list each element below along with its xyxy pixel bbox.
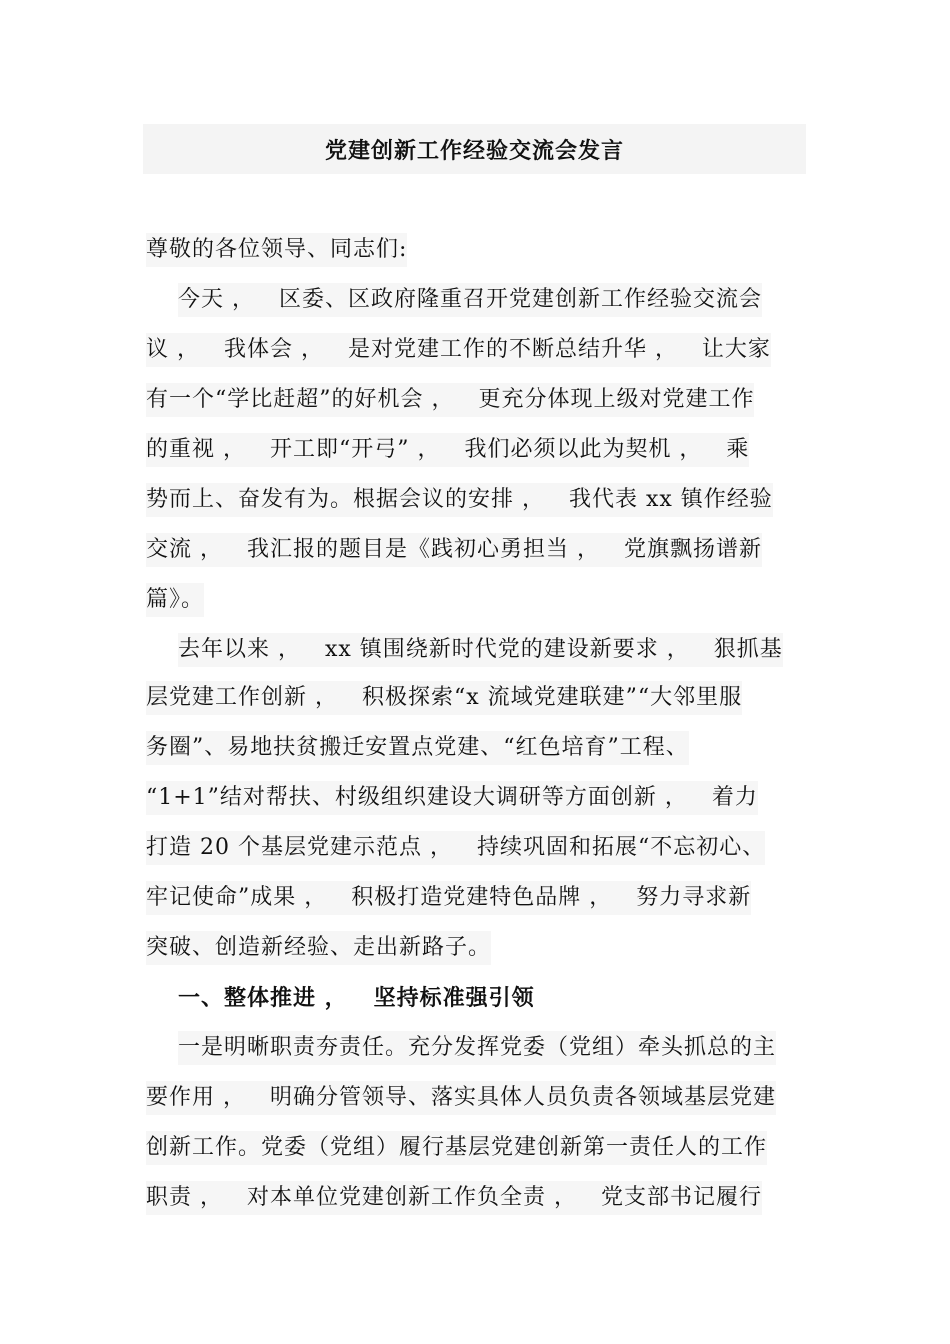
paragraph-line: 今天 ， 区委、区政府隆重召开党建创新工作经验交流会: [178, 283, 762, 317]
paragraph-line: 势而上、奋发有为。根据会议的安排 ， 我代表 xx 镇作经验: [146, 483, 773, 517]
paragraph-line: 务圈”、易地扶贫搬迁安置点党建、“红色培育”工程、: [146, 731, 689, 765]
document-title: 党建创新工作经验交流会发言: [324, 137, 624, 164]
paragraph-line: 牢记使命”成果 ， 积极打造党建特色品牌 ， 努力寻求新: [146, 881, 751, 915]
paragraph-line: 层党建工作创新 ， 积极探索“x 流域党建联建”“大邻里服: [146, 681, 742, 715]
paragraph-line: 一是明晰职责夯责任。充分发挥党委（党组）牵头抓总的主: [178, 1031, 776, 1065]
paragraph-line: 职责 ， 对本单位党建创新工作负全责 ， 党支部书记履行: [146, 1181, 762, 1215]
paragraph-line: 打造 20 个基层党建示范点 ， 持续巩固和拓展“不忘初心、: [146, 831, 765, 865]
title-bar: [143, 124, 806, 174]
paragraph-line: 突破、创造新经验、走出新路子。: [146, 931, 491, 965]
paragraph-line: 交流 ， 我汇报的题目是《践初心勇担当 ， 党旗飘扬谱新: [146, 533, 762, 567]
paragraph-line: 有一个“学比赶超”的好机会 ， 更充分体现上级对党建工作: [146, 383, 754, 417]
paragraph-line: 去年以来 ， xx 镇围绕新时代党的建设新要求 ， 狠抓基: [178, 633, 783, 667]
paragraph-line: 议 ， 我体会 ， 是对党建工作的不断总结升华 ， 让大家: [146, 333, 771, 367]
paragraph-line: 创新工作。党委（党组）履行基层党建创新第一责任人的工作: [146, 1131, 767, 1165]
section-heading: 一、整体推进 ， 坚持标准强引领: [178, 985, 535, 1011]
paragraph-line: 篇》。: [146, 583, 204, 617]
paragraph-line: “1+1”结对帮扶、村级组织建设大调研等方面创新 ， 着力: [146, 781, 758, 815]
paragraph-line: 要作用 ， 明确分管领导、落实具体人员负责各领域基层党建: [146, 1081, 776, 1115]
paragraph-line: 的重视 ， 开工即“开弓” ， 我们必须以此为契机 ， 乘: [146, 433, 749, 467]
salutation-line: 尊敬的各位领导、同志们:: [146, 233, 407, 267]
